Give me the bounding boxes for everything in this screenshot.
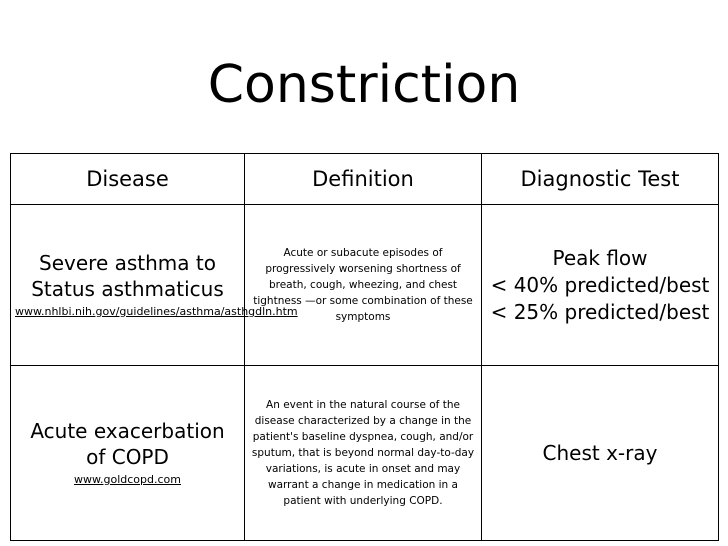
- disease-name-line: Acute exacerbation: [30, 419, 225, 443]
- comparison-table: [10, 153, 719, 541]
- disease-name-line: Severe asthma to: [39, 251, 216, 275]
- slide-title: Constriction: [207, 55, 521, 115]
- definition-text: An event in the natural course of the disease characterized by a change in the patient's baseline dyspnea, cough, and/or sputum, that is beyond normal day-to-day variations, is acute in onset and may warrant a change in medication in a patient with underlying COPD.: [251, 399, 475, 507]
- table-row: [11, 366, 719, 541]
- diagnostic-test-cell: [482, 205, 719, 366]
- disease-cell: [11, 366, 245, 541]
- table-row: [11, 205, 719, 366]
- header-disease: Disease: [11, 154, 245, 205]
- diagnostic-test-line: Peak flow: [552, 245, 648, 270]
- reference-link[interactable]: www.nhlbi.nih.gov/guidelines/asthma/asthgdln.htm: [15, 305, 298, 318]
- disease-cell: [11, 205, 298, 366]
- diagnostic-test-line: Chest x-ray: [542, 440, 658, 465]
- definition-cell: [245, 366, 482, 541]
- definition-cell: [245, 205, 482, 366]
- diagnostic-test-line: < 25% predicted/best: [490, 299, 710, 324]
- disease-name-line: of COPD: [86, 445, 169, 469]
- diagnostic-test-line: < 40% predicted/best: [490, 272, 710, 297]
- disease-name-line: Status asthmaticus: [31, 277, 224, 301]
- diagnostic-test-cell: [482, 366, 719, 541]
- header-diagnostic-test: Diagnostic Test: [482, 154, 719, 205]
- definition-text: Acute or subacute episodes of progressively worsening shortness of breath, cough, wheezing, and chest tightness —or some combination of these symptoms: [253, 247, 473, 323]
- header-definition: Definition: [245, 154, 482, 205]
- table-header-row: [11, 154, 719, 205]
- reference-link[interactable]: www.goldcopd.com: [74, 473, 181, 486]
